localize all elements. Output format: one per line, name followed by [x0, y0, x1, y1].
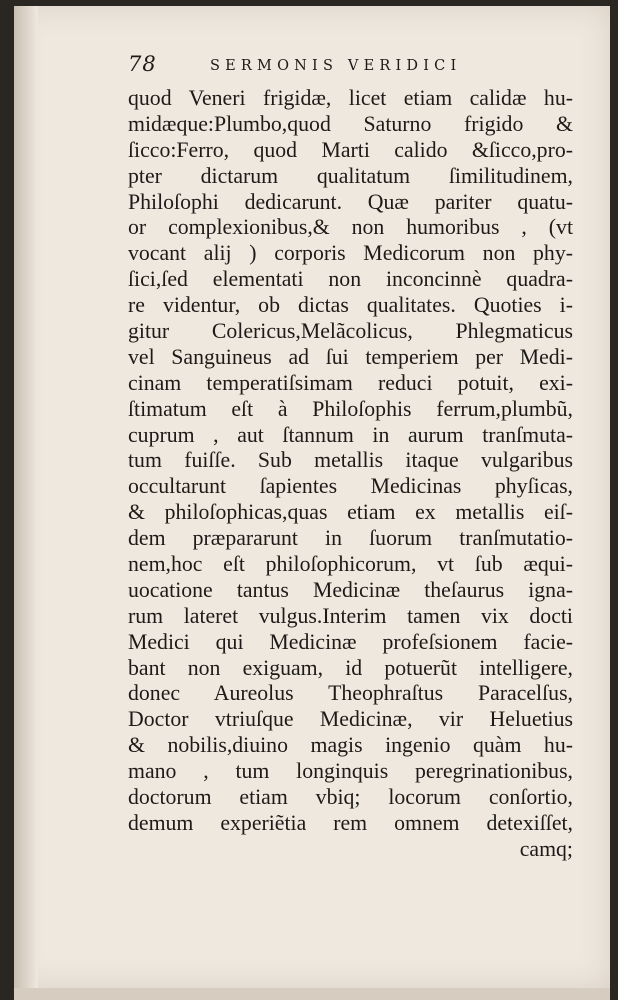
text-line: re videntur, ob dictas qualitates. Quoties i-	[128, 293, 573, 318]
text-line: Philoſophi dedicarunt. Quæ pariter quatu-	[128, 189, 573, 214]
text-line: quod Veneri frigidæ, licet etiam calidæ hu-	[128, 86, 573, 110]
text-line: Doctor vtriuſque Medicinæ, vir Heluetius	[128, 707, 573, 732]
text-line: vel Sanguineus ad ſui temperiem per Medi-	[128, 344, 573, 369]
text-line: occultarunt ſapientes Medicinas phyſicas,	[128, 474, 573, 499]
text-line: mano , tum longinquis peregrinationibus,	[128, 759, 573, 784]
binding-gutter	[14, 6, 38, 988]
text-line: camq;	[519, 836, 573, 861]
text-line: or complexionibus,& non humoribus , (vt	[128, 215, 573, 240]
text-line: bant non exiguam, id potuerũt intelligere,	[128, 655, 573, 680]
running-head	[128, 52, 518, 82]
text-line: cinam temperatiſsimam reduci potuit, exi-	[128, 370, 573, 395]
text-line: demum experiẽtia rem omnem detexiſſet,	[128, 810, 573, 835]
page-number: 78	[128, 52, 157, 76]
text-line: gitur Colericus,Melãcolicus, Phlegmaticus	[128, 319, 573, 344]
text-line: tum fuiſſe. Sub metallis itaque vulgaribus	[128, 448, 573, 473]
text-line: pter dictarum qualitatum ſimilitudinem,	[128, 163, 573, 188]
running-title: SERMONIS VERIDICI	[210, 58, 462, 74]
text-line: nem,hoc eſt philoſophicorum, vt ſub æqui-	[128, 552, 573, 577]
text-line: & philoſophicas,quas etiam ex metallis eiſ-	[128, 500, 573, 525]
text-line: ſicco:Ferro, quod Marti calido &ſicco,pro-	[128, 137, 573, 162]
text-line: vocant alij ) corporis Medicorum non phy-	[128, 241, 573, 266]
text-line: doctorum etiam vbiq; locorum conſortio,	[128, 785, 573, 810]
text-line: donec Aureolus Theophraſtus Paracelſus,	[128, 681, 573, 706]
text-line: Medici qui Medicinæ profeſsionem facie-	[128, 629, 573, 654]
text-line: midæque:Plumbo,quod Saturno frigido &	[128, 111, 573, 136]
body-text	[128, 86, 573, 863]
text-line: cuprum , aut ſtannum in aurum tranſmuta-	[128, 422, 573, 447]
text-line: dem præpararunt in ſuorum tranſmutatio-	[128, 526, 573, 551]
text-line: ſici,ſed elementati non inconcinnè quadra-	[128, 267, 573, 292]
text-line: uocatione tantus Medicinæ theſaurus igna-	[128, 577, 573, 602]
page-bottom-edge	[14, 988, 610, 1000]
text-line: & nobilis,diuino magis ingenio quàm hu-	[128, 733, 573, 758]
text-line: ſtimatum eſt à Philoſophis ferrum,plumbũ,	[128, 396, 573, 421]
text-line: rum lateret vulgus.Interim tamen vix docti	[128, 603, 573, 628]
